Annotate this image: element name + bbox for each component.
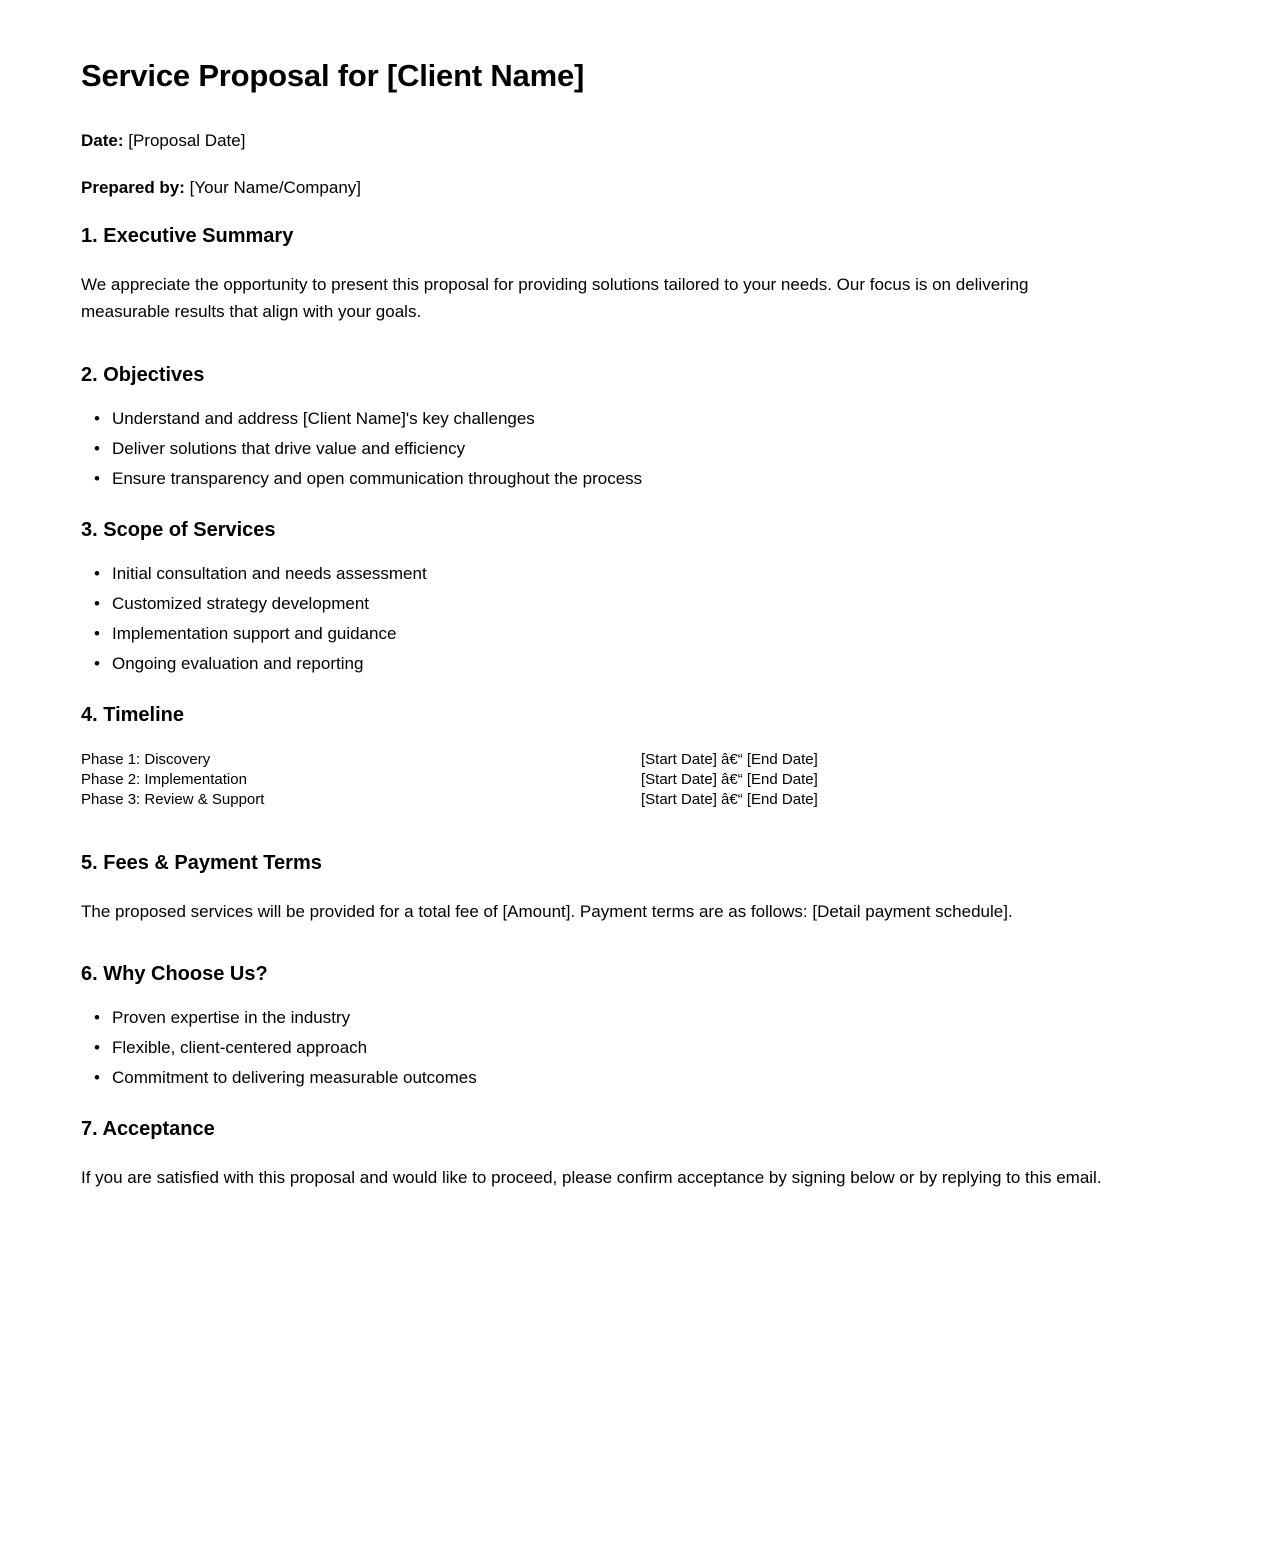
list-item-label: Flexible, client-centered approach: [112, 1038, 368, 1058]
table-row: [81, 770, 1167, 790]
acceptance-paragraph: If you are satisfied with this proposal and would like to proceed, please confirm acceptance by signing below or by replying to this email.: [81, 1168, 1102, 1188]
section-scope-of-services: [81, 517, 1167, 672]
section-executive-summary: [81, 223, 1167, 326]
timeline-phase-cell: Phase 3: Review & Support: [81, 790, 265, 808]
section-acceptance: [81, 1116, 1167, 1192]
section-why-choose-us: [81, 961, 1167, 1086]
list-item: [94, 1008, 1167, 1028]
page-title: Service Proposal for [Client Name]: [81, 58, 585, 93]
bullet-icon: •: [94, 438, 100, 458]
timeline-phase-cell: Phase 1: Discovery: [81, 750, 211, 768]
table-row: [81, 750, 1167, 770]
section-fees-payment-terms: [81, 850, 1167, 926]
list-item: [94, 1038, 1167, 1058]
list-item: [94, 593, 1167, 613]
section-heading-objectives: 2. Objectives: [81, 363, 205, 386]
meta-prepared-by: [81, 175, 1167, 201]
fees-payment-terms-paragraph: The proposed services will be provided for a total fee of [Amount]. Payment terms are as follows: [Detail payment schedule].: [81, 901, 1013, 921]
list-item: [94, 653, 1167, 673]
meta-date-value: [Proposal Date]: [128, 130, 246, 150]
list-item-label: Understand and address [Client Name]'s key challenges: [112, 408, 535, 428]
list-item-label: Deliver solutions that drive value and efficiency: [112, 438, 466, 458]
timeline-phase-cell: Phase 2: Implementation: [81, 770, 247, 788]
list-item: [94, 563, 1167, 583]
section-heading-why-choose-us: 6. Why Choose Us?: [81, 963, 268, 986]
section-heading-acceptance: 7. Acceptance: [81, 1118, 215, 1141]
list-item: [94, 468, 1167, 488]
bullet-icon: •: [94, 408, 100, 428]
meta-date: [81, 128, 1167, 154]
list-item-label: Proven expertise in the industry: [112, 1008, 351, 1028]
why-choose-us-list: [81, 1009, 1167, 1086]
section-heading-scope-of-services: 3. Scope of Services: [81, 518, 276, 541]
bullet-icon: •: [94, 1008, 100, 1028]
meta-date-label: Date:: [81, 130, 124, 150]
list-item-label: Customized strategy development: [112, 593, 370, 613]
list-item-label: Ongoing evaluation and reporting: [112, 653, 364, 673]
meta-prepared-by-value: [Your Name/Company]: [189, 178, 362, 198]
list-item: [94, 623, 1167, 643]
list-item: [94, 1068, 1167, 1088]
bullet-icon: •: [94, 623, 100, 643]
list-item-label: Ensure transparency and open communication throughout the process: [112, 468, 643, 488]
list-item-label: Initial consultation and needs assessment: [112, 563, 427, 583]
timeline-dates-cell: [Start Date] â€“ [End Date]: [641, 750, 818, 768]
bullet-icon: •: [94, 593, 100, 613]
list-item-label: Commitment to delivering measurable outcomes: [112, 1068, 477, 1088]
executive-summary-paragraph: We appreciate the opportunity to present this proposal for providing solutions tailored to your needs. Our focus is on delivering measurable results that align with your goals.: [81, 274, 1029, 322]
list-item: [94, 438, 1167, 458]
section-heading-executive-summary: 1. Executive Summary: [81, 224, 294, 247]
section-heading-timeline: 4. Timeline: [81, 703, 185, 726]
timeline-dates-cell: [Start Date] â€“ [End Date]: [641, 790, 818, 808]
bullet-icon: •: [94, 563, 100, 583]
list-item-label: Implementation support and guidance: [112, 623, 397, 643]
section-timeline: [81, 702, 1167, 810]
bullet-icon: •: [94, 468, 100, 488]
list-item: [94, 408, 1167, 428]
meta-prepared-by-label: Prepared by:: [81, 178, 185, 198]
scope-of-services-list: [81, 565, 1167, 672]
timeline-table: [81, 750, 1167, 810]
bullet-icon: •: [94, 1038, 100, 1058]
timeline-dates-cell: [Start Date] â€“ [End Date]: [641, 770, 818, 788]
bullet-icon: •: [94, 1068, 100, 1088]
section-objectives: [81, 362, 1167, 487]
bullet-icon: •: [94, 653, 100, 673]
objectives-list: [81, 410, 1167, 487]
table-row: [81, 790, 1167, 810]
section-heading-fees-payment-terms: 5. Fees & Payment Terms: [81, 851, 322, 874]
